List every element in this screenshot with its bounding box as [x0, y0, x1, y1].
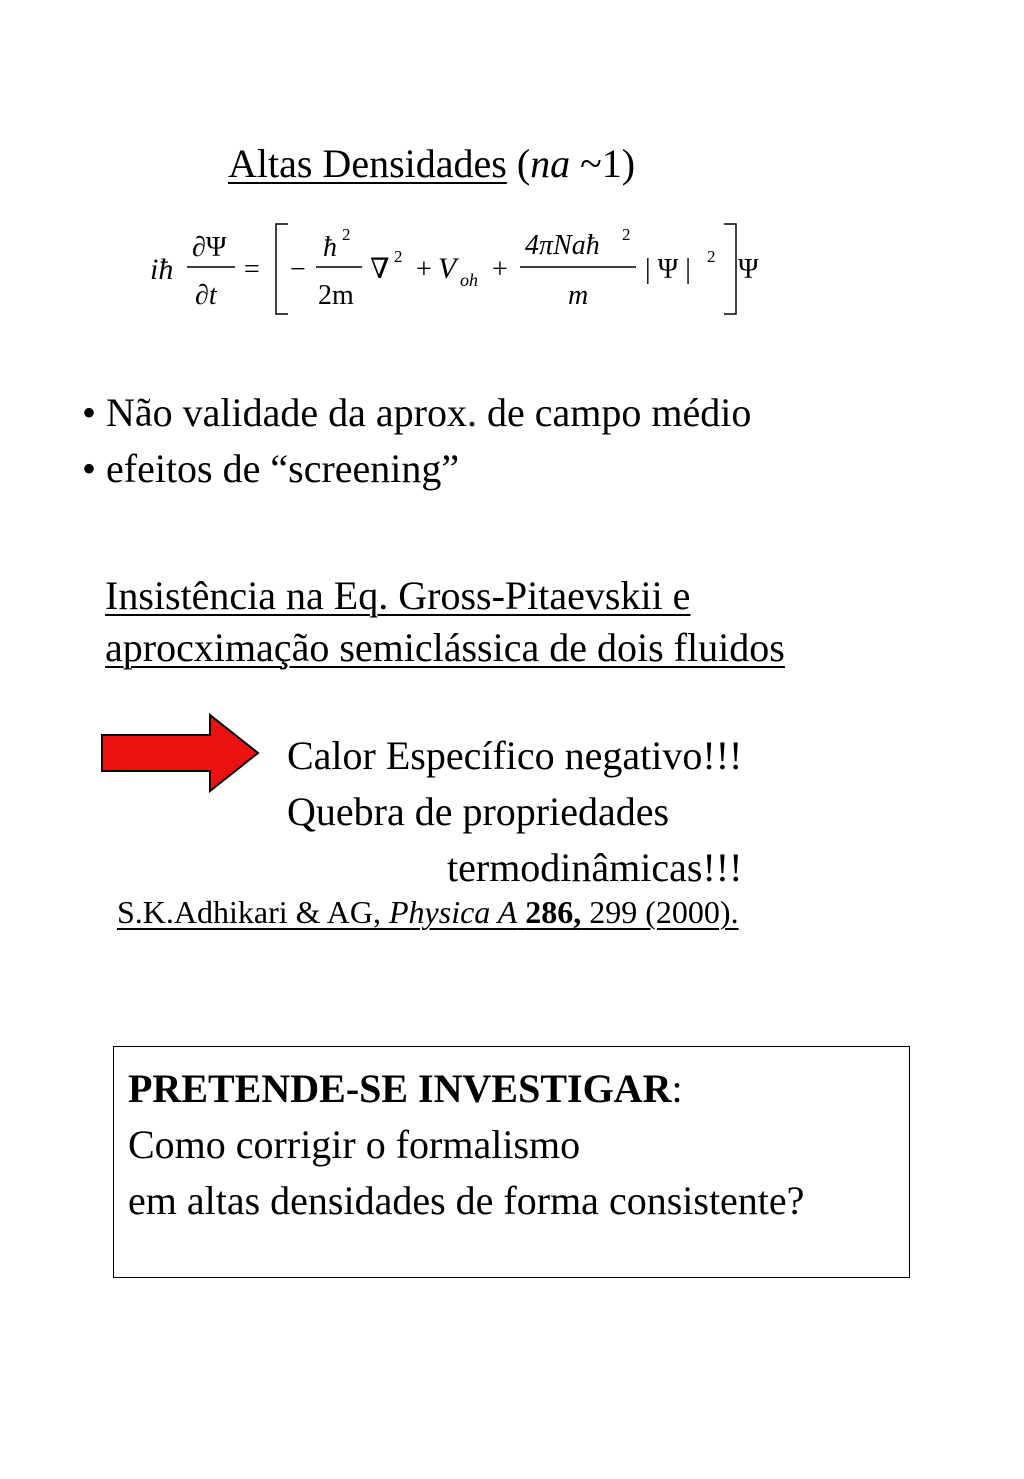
- bullet-item: • Não validade da aprox. de campo médio: [82, 390, 752, 435]
- research-question-box: [113, 1046, 910, 1278]
- consequence-line-1: Calor Específico negativo!!!: [287, 733, 743, 778]
- eq-nabla-exponent: 2: [394, 247, 403, 266]
- eq-potential: V: [438, 252, 457, 285]
- reference-volume: 286,: [525, 894, 582, 930]
- eq-lhs-denominator: ∂t: [195, 280, 217, 311]
- title-variable: na: [530, 141, 571, 186]
- consequence-line-3: termodinâmicas!!!: [447, 845, 743, 890]
- reference-pages-year: 299 (2000).: [581, 894, 739, 930]
- consequence-line-2: Quebra de propriedades: [287, 789, 670, 834]
- eq-right-bracket: [724, 224, 736, 314]
- eq-interaction-numerator: 4πNaħ: [525, 230, 600, 261]
- eq-plus-2: +: [492, 254, 508, 285]
- eq-psi-outside: Ψ: [738, 254, 759, 285]
- insistence-line-2: aprocximação semiclássica de dois fluidos: [105, 625, 785, 670]
- eq-left-bracket: [276, 224, 288, 314]
- eq-interaction-exponent: 2: [622, 225, 631, 244]
- eq-lhs-numerator: ∂Ψ: [192, 232, 227, 263]
- eq-minus: −: [290, 254, 306, 285]
- eq-hbar-numerator: ħ: [323, 232, 337, 263]
- box-heading-text: PRETENDE-SE INVESTIGAR: [128, 1066, 672, 1111]
- eq-lhs-ihbar: iħ: [150, 253, 174, 286]
- bullet-item: • efeitos de “screening”: [82, 446, 460, 491]
- reference-journal: Physica A: [389, 894, 518, 930]
- gross-pitaevskii-equation: [140, 220, 840, 320]
- box-heading: PRETENDE-SE INVESTIGAR:: [128, 1066, 683, 1111]
- eq-plus-1: +: [416, 254, 432, 285]
- title-text: Altas Densidades: [228, 141, 507, 186]
- eq-hbar-exponent: 2: [342, 225, 351, 244]
- insistence-line-1: Insistência na Eq. Gross-Pitaevskii e: [105, 573, 691, 618]
- title-paren: (: [506, 141, 531, 186]
- reference-authors: S.K.Adhikari & AG,: [117, 894, 389, 930]
- consequences: [287, 728, 742, 896]
- eq-psi-abs: | Ψ |: [645, 254, 691, 285]
- eq-equals: =: [244, 254, 260, 285]
- eq-potential-subscript: oh: [460, 270, 478, 290]
- title-rest: ~1): [570, 141, 636, 186]
- eq-nabla: ∇: [370, 254, 390, 285]
- eq-2m-denominator: 2m: [318, 280, 354, 311]
- page-title: [228, 140, 635, 187]
- box-line-2: em altas densidades de forma consistente?: [128, 1178, 805, 1223]
- reference-citation: [117, 894, 739, 931]
- right-arrow-icon: [100, 713, 260, 793]
- eq-psi-abs-exponent: 2: [707, 247, 716, 266]
- eq-interaction-denominator: m: [568, 280, 589, 311]
- box-line-1: Como corrigir o formalismo: [128, 1122, 581, 1167]
- bullet-list: [82, 385, 751, 497]
- insistence-statement: [105, 570, 785, 674]
